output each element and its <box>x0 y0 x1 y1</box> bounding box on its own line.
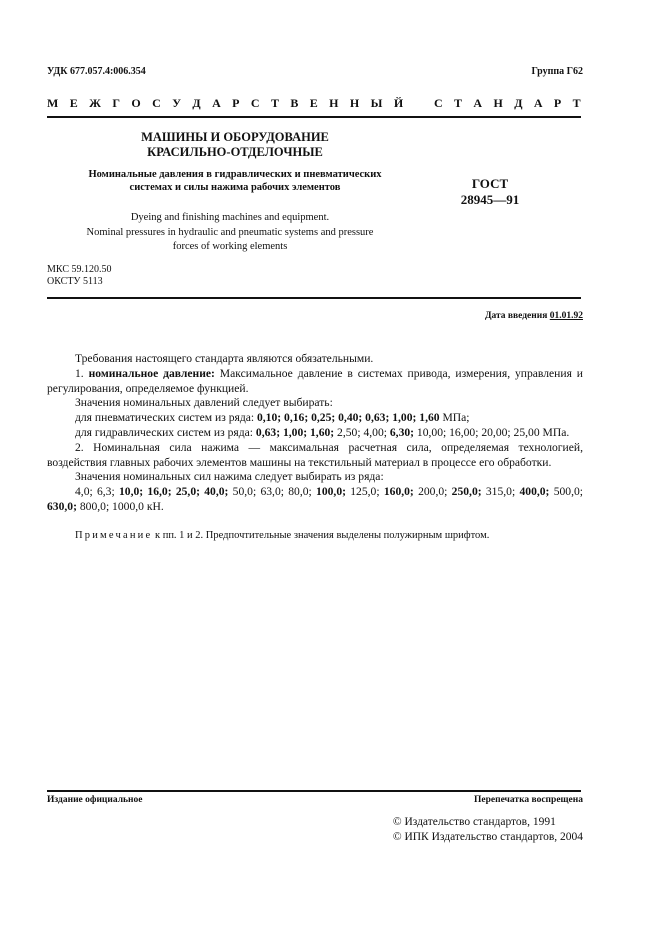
force-value-preferred: 160,0; <box>383 485 414 499</box>
heading-letter: С <box>250 96 260 110</box>
paragraph-pressure-values: Значения номинальных давлений следует выбирать: <box>75 396 333 410</box>
udk-code: УДК 677.057.4:006.354 <box>47 66 146 77</box>
hydraulic-values-1: 2,50; 4,00; <box>334 425 390 439</box>
paragraph-nominal-pressure <box>47 367 583 397</box>
paragraph-hydraulic <box>47 426 583 441</box>
heading-letter: Г <box>112 96 121 110</box>
title-sub-line2: системах и силы нажима рабочих элементов <box>129 182 341 193</box>
definition-text: Максимальное давление в системах привода, измерения, управления и регулирования, определяемое функцией. <box>47 366 584 395</box>
header-rule <box>47 116 581 118</box>
okstu-code: ОКСТУ 5113 <box>47 276 103 287</box>
footer-rule <box>47 790 581 792</box>
title-en-line2: Nominal pressures in hydraulic and pneumatic systems and pressure <box>86 226 374 238</box>
force-value-preferred: 630,0; <box>47 499 77 513</box>
copyright-2004: © ИПК Издательство стандартов, 2004 <box>392 831 583 843</box>
reprint-prohibited: Перепечатка воспрещена <box>473 795 583 805</box>
paragraph-force-series <box>47 485 583 515</box>
title-en-line3: forces of working elements <box>172 241 288 252</box>
force-value-preferred: 10,0; 16,0; 25,0; 40,0; <box>118 485 229 499</box>
force-value: 125,0; <box>345 485 384 499</box>
heading-letter: А <box>212 96 221 110</box>
hydraulic-values-bold-1: 0,63; 1,00; 1,60; <box>255 425 335 439</box>
heading-letter: Ы <box>370 96 383 110</box>
item-number: 1. <box>75 366 89 380</box>
force-value-preferred: 400,0; <box>519 485 550 499</box>
heading-letter: У <box>172 96 182 110</box>
note-text: к пп. 1 и 2. Предпочтительные значения выделены полужирным шрифтом. <box>152 529 490 541</box>
standard-body <box>47 352 583 544</box>
heading-letter: Т <box>572 96 581 110</box>
heading-letter: Н <box>349 96 360 110</box>
heading-letter: С <box>433 96 443 110</box>
note <box>47 529 583 544</box>
pneumatic-unit: МПа; <box>439 411 470 425</box>
heading-letter: Р <box>232 96 240 110</box>
heading-letter: М <box>47 96 59 110</box>
official-edition: Издание официальное <box>47 795 143 805</box>
title-en-line1: Dyeing and finishing machines and equipment. <box>130 212 330 223</box>
force-value: 200,0; <box>413 485 452 499</box>
heading-letter: В <box>290 96 299 110</box>
term-nominal-pressure: номинальное давление: <box>88 366 215 380</box>
note-label: Примечание <box>75 529 153 541</box>
title-main-line1: МАШИНЫ И ОБОРУДОВАНИЕ <box>141 130 329 144</box>
force-value-preferred: 250,0; <box>451 485 482 499</box>
force-value-preferred: 100,0; <box>316 485 346 499</box>
gost-number <box>430 176 550 208</box>
hydraulic-values-bold-2: 6,30; <box>389 425 415 439</box>
title-subtitle <box>70 168 400 194</box>
heading-letter: Е <box>69 96 78 110</box>
heading-letter: А <box>533 96 543 110</box>
title-main-line2: КРАСИЛЬНО-ОТДЕЛОЧНЫЕ <box>147 145 323 159</box>
interstate-standard-heading <box>47 96 581 111</box>
heading-letter: А <box>473 96 483 110</box>
hydraulic-values-2: 10,00; 16,00; 20,00; 25,00 МПа. <box>414 425 570 439</box>
heading-letter: Д <box>192 96 201 110</box>
copyright-1991: © Издательство стандартов, 1991 <box>392 816 556 828</box>
title-english <box>60 211 400 255</box>
heading-letter: Р <box>553 96 562 110</box>
force-value: 800,0; 1000,0 кН. <box>76 499 164 513</box>
intro-date-value: 01.01.92 <box>549 311 583 321</box>
mks-code: МКС 59.120.50 <box>47 264 112 275</box>
hydraulic-lead: для гидравлических систем из ряда: <box>75 425 256 439</box>
group-code: Группа Г62 <box>531 66 583 77</box>
heading-letter: Т <box>454 96 463 110</box>
heading-letter: Е <box>309 96 318 110</box>
heading-letter: С <box>152 96 161 110</box>
word-gap <box>415 96 423 111</box>
gost-label: ГОСТ <box>471 176 509 191</box>
title-rule <box>47 297 581 299</box>
heading-letter: Й <box>393 96 404 110</box>
paragraph-nominal-force: 2. Номинальная сила нажима — максимальная расчетная сила, определяемая технологией, воздействия главных рабочих элементов машины на текстильный материал в процессе его обработки. <box>47 440 583 469</box>
force-value: 500,0; <box>549 485 584 499</box>
introduction-date <box>485 311 583 321</box>
pneumatic-values: 0,10; 0,16; 0,25; 0,40; 0,63; 1,00; 1,60 <box>256 411 440 425</box>
title-sub-line1: Номинальные давления в гидравлических и пневматических <box>88 169 382 180</box>
heading-letter: Т <box>270 96 279 110</box>
paragraph-pneumatic <box>47 411 583 426</box>
heading-letter: Д <box>514 96 523 110</box>
paragraph-mandatory: Требования настоящего стандарта являются обязательными. <box>75 352 374 365</box>
intro-date-label: Дата введения <box>484 311 550 321</box>
force-value: 4,0; 6,3; <box>75 485 119 499</box>
heading-letter: О <box>131 96 141 110</box>
title-main <box>90 130 380 160</box>
heading-letter: Ж <box>89 96 101 110</box>
paragraph-force-values: Значения номинальных сил нажима следует выбирать из ряда: <box>75 470 384 484</box>
force-value: 50,0; 63,0; 80,0; <box>228 485 317 499</box>
heading-letter: Н <box>329 96 339 110</box>
heading-letter: Н <box>493 96 503 110</box>
copyright <box>393 815 583 845</box>
pneumatic-lead: для пневматических систем из ряда: <box>75 411 257 425</box>
force-value: 315,0; <box>481 485 520 499</box>
gost-code: 28945—91 <box>460 192 520 207</box>
classification-codes <box>47 264 111 288</box>
